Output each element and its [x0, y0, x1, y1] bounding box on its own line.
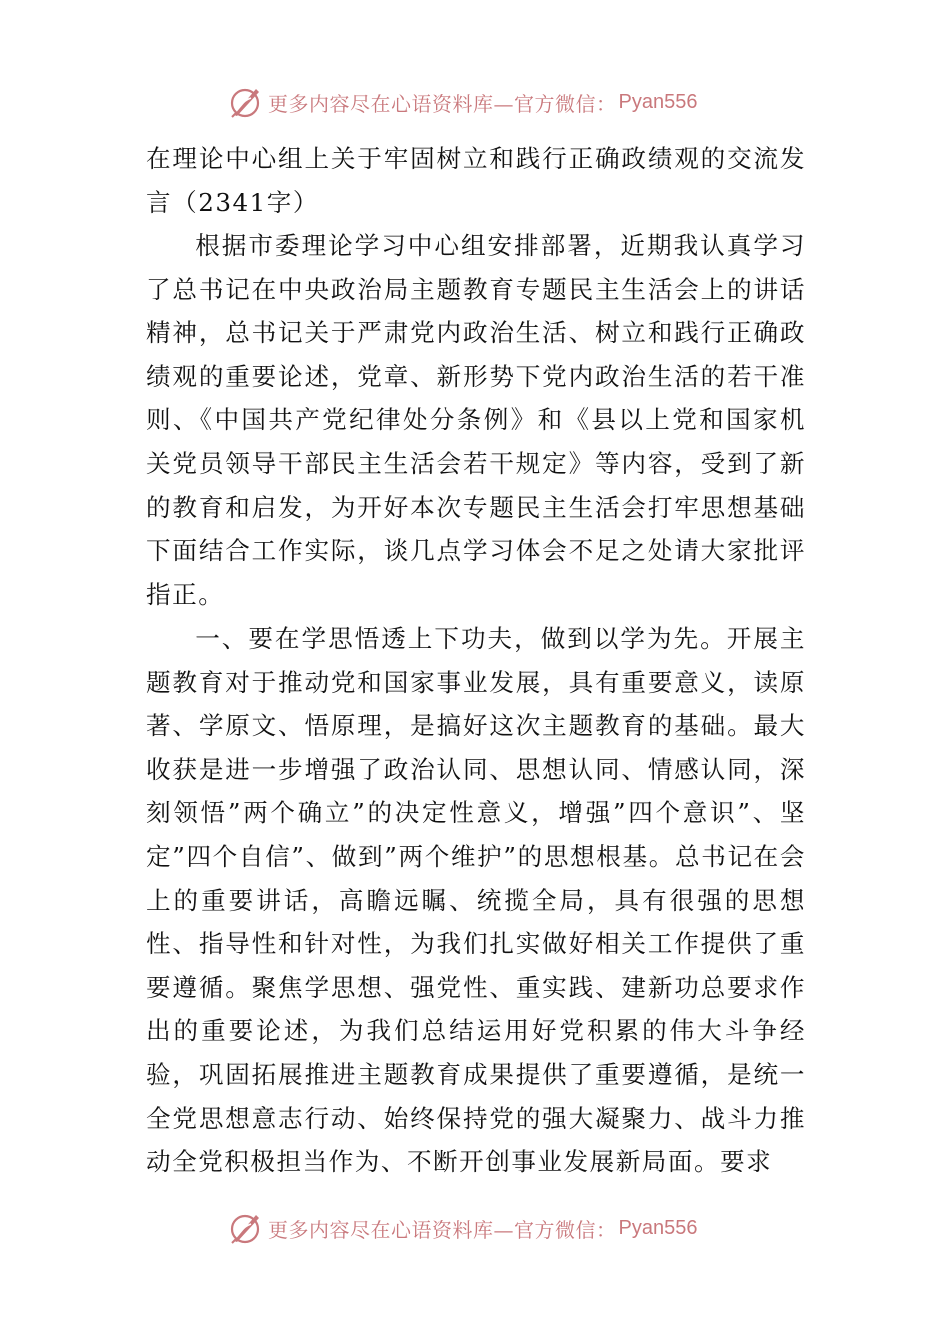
quill-pen-circle-icon [228, 84, 264, 120]
document-title: 在理论中心组上关于牢固树立和践行正确政绩观的交流发言（2341字） [146, 144, 806, 217]
banner-slogan: 更多内容尽在心语资料库—官方微信： [268, 1217, 617, 1242]
header-watermark-banner [228, 82, 748, 122]
banner-wechat-id: Pyan556 [618, 1216, 698, 1239]
quill-pen-circle-icon [228, 1210, 264, 1246]
banner-wechat-id: Pyan556 [618, 90, 698, 113]
banner-slogan: 更多内容尽在心语资料库—官方微信： [268, 91, 617, 116]
paragraph-2: 一、要在学思悟透上下功夫，做到以学为先。开展主题教育对于推动党和国家事业发展，具有重要意义，读原著、学原文、悟原理，是搞好这次主题教育的基础。最大收获是进一步增强了政治认同、思想认同、情感认同，深刻领悟”两个确立”的决定性意义，增强”四个意识”、坚定”四个自信”、做到”两个维护”的思想根基。总书记在会上的重要讲话，高瞻远瞩、统揽全局，具有很强的思想性、指导性和针对性，为我们扎实做好相关工作提供了重要遵循。聚焦学思想、强党性、重实践、建新功总要求作出的重要论述，为我们总结运用好党积累的伟大斗争经验，巩固拓展推进主题教育成果提供了重要遵循，是统一全党思想意志行动、始终保持党的强大凝聚力、战斗力推动全党积极担当作为、不断开创事业发展新局面。要求 [146, 624, 806, 1177]
footer-watermark-banner [228, 1208, 748, 1248]
paragraph-1: 根据市委理论学习中心组安排部署，近期我认真学习了总书记在中央政治局主题教育专题民主生活会上的讲话精神，总书记关于严肃党内政治生活、树立和践行正确政绩观的重要论述，党章、新形势下党内政治生活的若干准则、《中国共产党纪律处分条例》和《县以上党和国家机关党员领导干部民主生活会若干规定》等内容，受到了新的教育和启发，为开好本次专题民主生活会打牢思想基础下面结合工作实际，谈几点学习体会不足之处请大家批评指正。 [146, 231, 806, 609]
